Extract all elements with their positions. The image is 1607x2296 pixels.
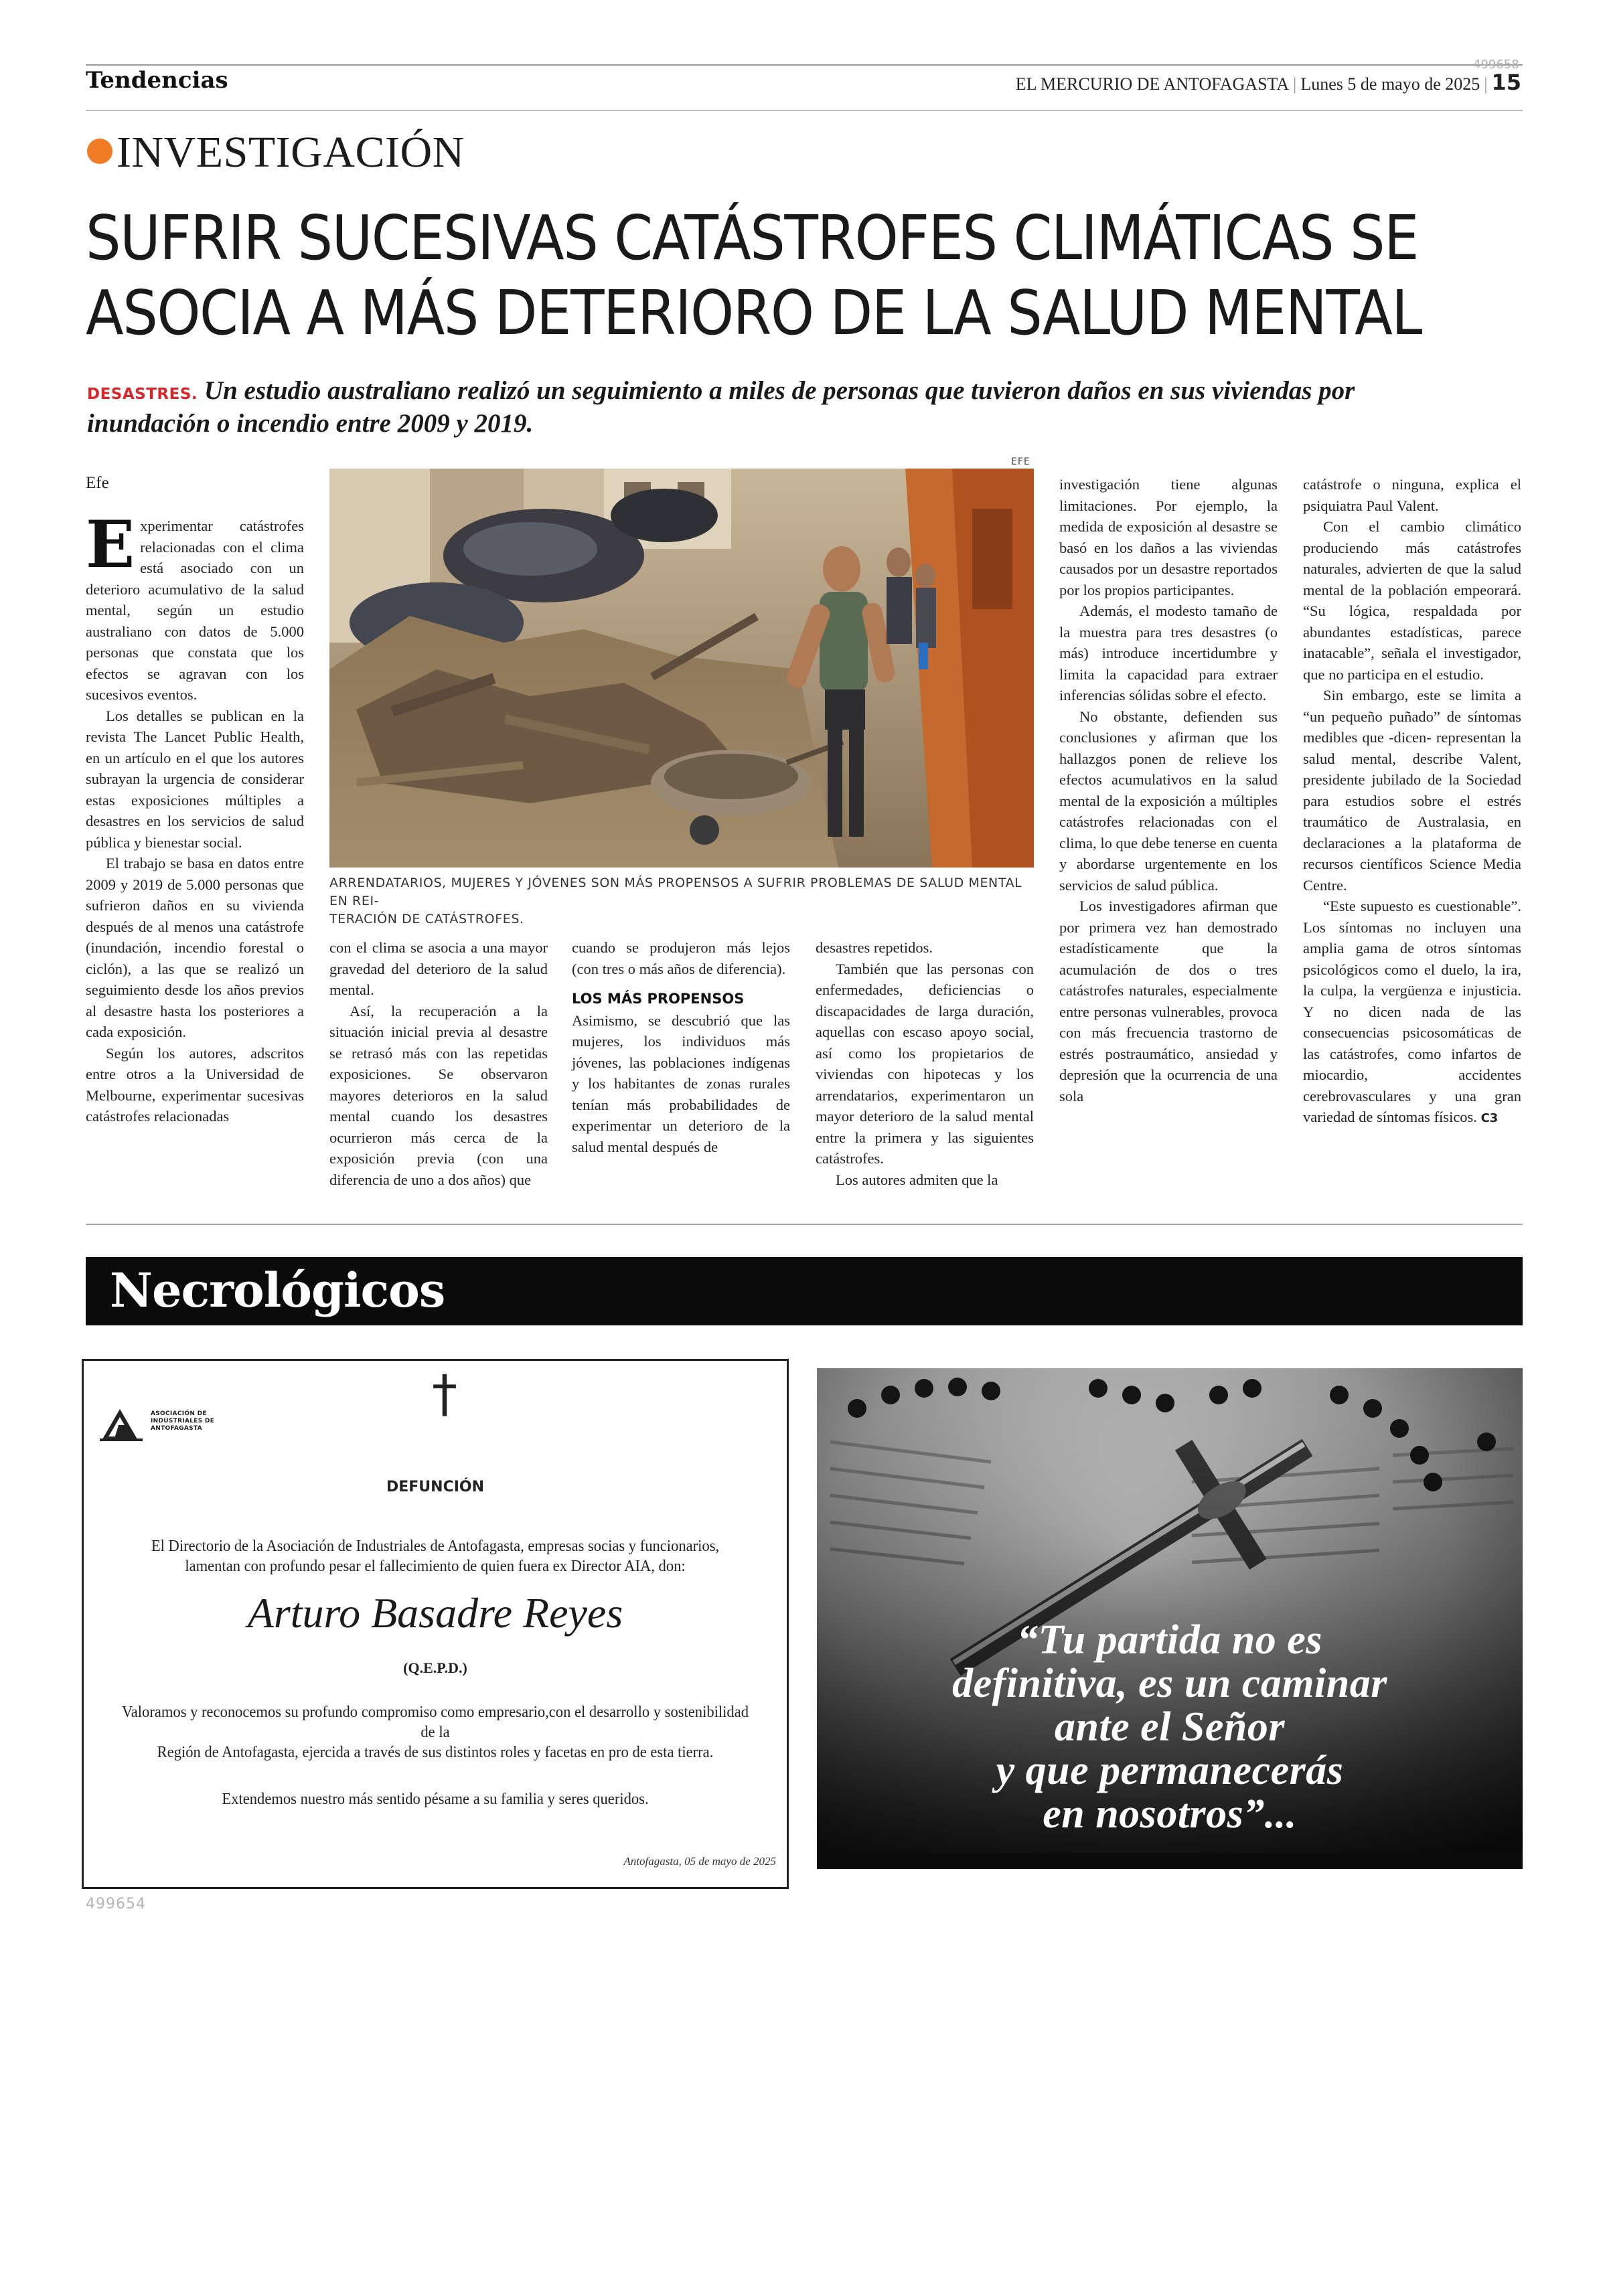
stamp-code: 499658 xyxy=(1473,58,1519,72)
paragraph: “Este supuesto es cuestionable”. Los síntomas no incluyen una amplia gama de otros síntomas psicológicos como el duelo, la ira, la culpa, la vergüenza e injusticia. Y no dicen nada de las consecuencias psicosomáticas de las catástrofes, como infartos de miocardio, accidentes cerebrovasculares y una gran variedad de síntomas físicos. C3 xyxy=(1303,898,1521,1125)
paragraph: Experimentar catástrofes relacionadas con el clima está asociado con un deterioro acumulativo de la salud mental, según un estudio australiano con datos de 5.000 personas que constata que los efectos se agravan con los sucesivos eventos. xyxy=(86,507,304,703)
death-notice xyxy=(82,1359,789,1889)
byline: Efe xyxy=(86,474,109,492)
ad-code: 499654 xyxy=(86,1896,146,1912)
header-rule xyxy=(86,110,1523,111)
column-4 xyxy=(816,937,1034,1190)
article-headline: SUFRIR SUCESIVAS CATÁSTROFES CLIMÁTICAS SE ASOCIA A MÁS DETERIORO DE LA SALUD MENTAL xyxy=(86,202,1422,349)
necrologicos-title: Necrológicos xyxy=(110,1262,445,1318)
article-deck: DESASTRES. Un estudio australiano realizó un seguimiento a miles de personas que tuvieron daños en sus viviendas por inundación o incendio entre 2009 y 2019. xyxy=(87,376,1355,438)
paragraph: desastres repetidos. xyxy=(816,939,933,956)
association-logo-icon xyxy=(98,1405,145,1443)
flood-damage-photo xyxy=(329,469,1034,868)
paragraph: Además, el modesto tamaño de la muestra para tres desastres (o más) introduce incertidumbre y limita la capacidad para extraer inferencias sólidas sobre el efecto. xyxy=(1059,602,1278,704)
column-2 xyxy=(329,937,548,1190)
kicker-dot-icon xyxy=(87,139,112,164)
article-kicker: INVESTIGACIÓN xyxy=(87,127,465,178)
header-dateline: EL MERCURIO DE ANTOFAGASTA | Lunes 5 de mayo de 2025 | 15 xyxy=(1015,70,1521,95)
paragraph: Los investigadores afirman que por primera vez han demostrado estadísticamente que la acumulación de dos o tres catástrofes naturales, especialmente entre personas vulnerables, provoca con más frecuencia trastorno de estrés postraumático, ansiedad y depresión que la ocurrencia de una sola xyxy=(1059,898,1278,1104)
paragraph: Con el cambio climático produciendo más catástrofes naturales, advierten de que la salud mental de la población empeorará. “Su lógica, respaldada por abundantes estadísticas, parece inatacable”, señala el investigador, que no participa en el estudio. xyxy=(1303,518,1521,683)
issue-date: Lunes 5 de mayo de 2025 xyxy=(1300,74,1480,94)
drop-cap: E xyxy=(86,507,135,582)
paragraph: No obstante, defienden sus conclusiones y afirman que los hallazgos ponen de relieve los efectos acumulativos en la salud mental de la exposición a múltiples catástrofes relacionadas con el clima, lo que debe tenerse en cuenta y abordarse urgentemente en los servicios de salud pública. xyxy=(1059,708,1278,894)
paragraph: catástrofe o ninguna, explica el psiquiatra Paul Valent. xyxy=(1303,476,1521,514)
subhead: LOS MÁS PROPENSOS xyxy=(572,991,745,1007)
deceased-name: Arturo Basadre Reyes xyxy=(247,1589,623,1637)
memorial-quote: “Tu partida no es definitiva, es un caminar ante el Señor y que permanecerás en nosotros”... xyxy=(952,1617,1387,1837)
paragraph: investigación tiene algunas limitaciones. Por ejemplo, la medida de exposición al desastre se basó en los daños a las viviendas causados por un desastre reportados por los propios participantes. xyxy=(1059,476,1278,598)
paragraph: Asimismo, se descubrió que las mujeres, los individuos más jóvenes, las poblaciones indígenas y los habitantes de zonas rurales tenían más probabilidades de experimentar un deterioro de la salud mental después de xyxy=(572,1011,790,1155)
column-1 xyxy=(86,507,304,1127)
end-mark: C3 xyxy=(1480,1111,1499,1125)
paragraph: El trabajo se basa en datos entre 2009 y 2019 de 5.000 personas que sufrieron daños en su vivienda después de al menos una catástrofe (inundación, incendio forestal o ciclón), a las que se realizó un seguimiento desde los años previos al desastre hasta los posteriores a cada exposición. xyxy=(86,855,304,1040)
paragraph: Los autores admiten que la xyxy=(836,1171,998,1188)
article-bottom-rule xyxy=(86,1224,1523,1225)
newspaper-name: EL MERCURIO DE ANTOFAGASTA xyxy=(1015,74,1290,94)
notice-date: Antofagasta, 05 de mayo de 2025 xyxy=(623,1855,776,1868)
paragraph: Según los autores, adscritos entre otros a la Universidad de Melbourne, experimentar sucesivas catástrofes relacionadas xyxy=(86,1044,304,1125)
notice-intro: El Directorio de la Asociación de Industriales de Antofagasta, empresas socias y funcionarios, lamentan con profundo pesar el fallecimiento de quien fuera ex Director AIA, don: xyxy=(151,1538,720,1575)
notice-condolences: Extendemos nuestro más sentido pésame a su familia y seres queridos. xyxy=(222,1791,649,1808)
top-rule xyxy=(86,64,1523,66)
photo-credit: EFE xyxy=(1011,457,1030,467)
notice-heading: DEFUNCIÓN xyxy=(386,1479,485,1495)
association-logo-text: ASOCIACIÓN DE INDUSTRIALES DE ANTOFAGASTA xyxy=(151,1410,215,1432)
cross-icon: † xyxy=(432,1364,457,1423)
paragraph: Así, la recuperación a la situación inicial previa al desastre se retrasó más con las repetidas exposiciones. Se observaron mayores deterioros en la salud mental cuando los desastres ocurrieron más cerca de la exposición previa (con una diferencia de uno a dos años) que xyxy=(329,1002,548,1188)
necrologicos-banner xyxy=(86,1257,1523,1325)
paragraph: con el clima se asocia a una mayor gravedad del deterioro de la salud mental. xyxy=(329,939,548,998)
column-5 xyxy=(1059,474,1278,1106)
qepd-label: (Q.E.P.D.) xyxy=(403,1659,467,1676)
photo-caption: ARRENDATARIOS, MUJERES Y JÓVENES SON MÁS PROPENSOS A SUFRIR PROBLEMAS DE SALUD MENTAL EN REI- TERACIÓN DE CATÁSTROFES. xyxy=(329,876,1022,926)
column-6 xyxy=(1303,474,1521,1129)
section-label: Tendencias xyxy=(86,67,228,94)
page-number: 15 xyxy=(1491,70,1521,95)
paragraph: Sin embargo, este se limita a “un pequeño puñado” de síntomas medibles que -dicen- representan la salud mental, describe Valent, presidente jubilado de la Sociedad para estudios sobre el estrés traumático de Australasia, en declaraciones a la plataforma de recursos científicos Science Media Centre. xyxy=(1303,687,1521,894)
notice-tribute: Valoramos y reconocemos su profundo compromiso como empresario,con el desarrollo y sostenibilidad de la Región de Antofagasta, ejercida a través de sus distintos roles y facetas en pro de esta tierra. xyxy=(121,1704,749,1761)
paragraph: También que las personas con enfermedades, deficiencias o discapacidades de larga duración, aquellas con escaso apoyo social, así como los propietarios de viviendas con hipotecas y los arrendatarios, experimentaron un mayor deterioro de la salud mental entre la primera y las siguientes catástrofes. xyxy=(816,960,1034,1167)
deck-tag: DESASTRES. xyxy=(87,386,198,403)
paragraph: Los detalles se publican en la revista The Lancet Public Health, en un artículo en el que los autores subrayan la urgencia de considerar estas exposiciones múltiples a desastres en los servicios de salud pública y bienestar social. xyxy=(86,707,304,851)
column-3 xyxy=(572,937,790,1157)
paragraph: cuando se produjeron más lejos (con tres o más años de diferencia). xyxy=(572,939,790,977)
